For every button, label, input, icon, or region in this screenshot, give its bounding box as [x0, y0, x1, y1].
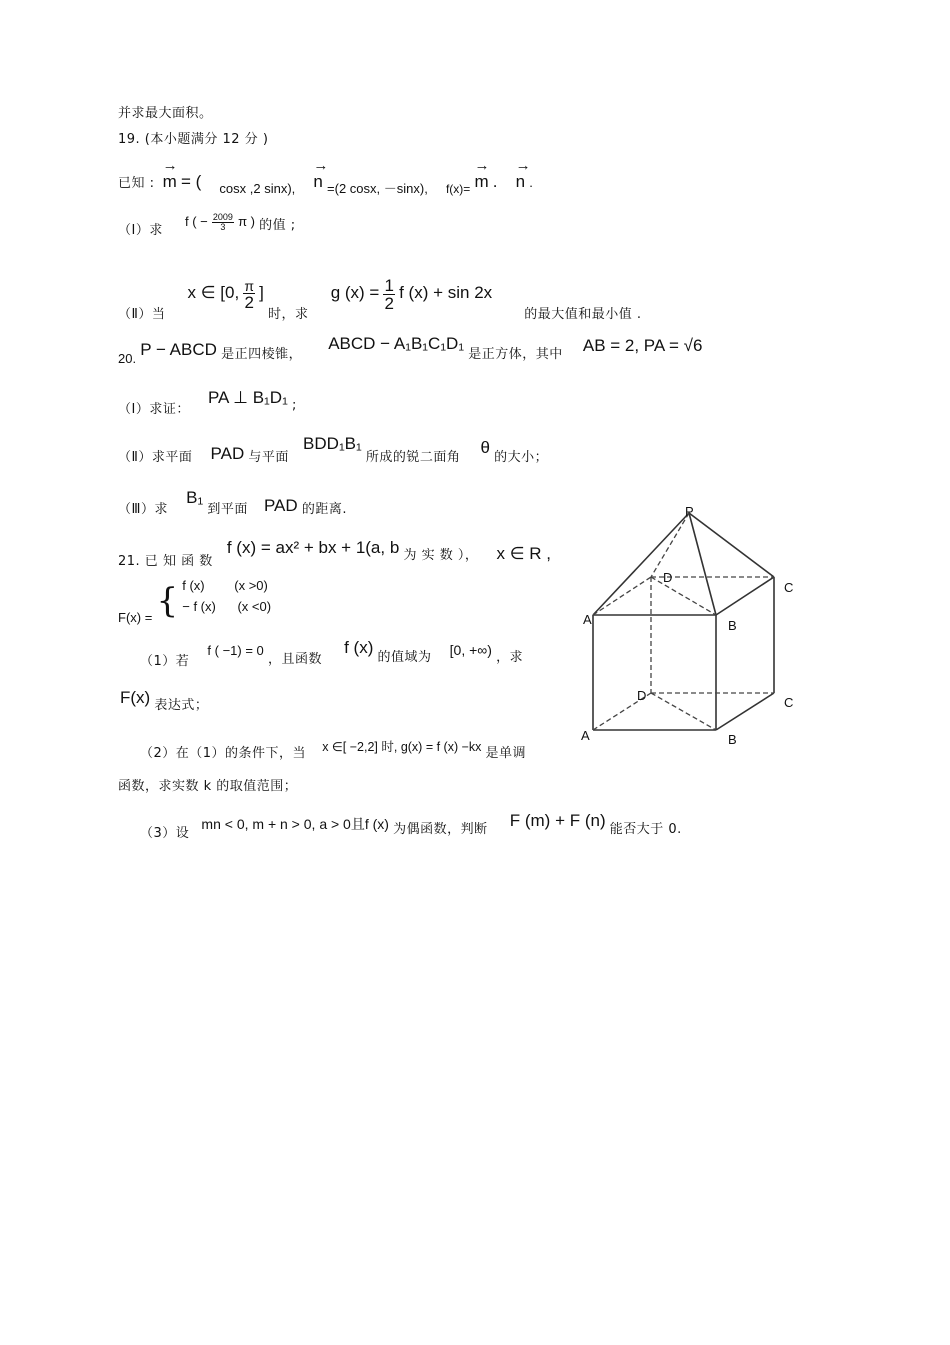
q20-p3-b1: B₁	[186, 488, 204, 507]
q21-p1-fx: f (x)	[344, 638, 374, 657]
label-A-bottom: A	[581, 728, 590, 743]
q20-cube: ABCD − A₁B₁C₁D₁	[328, 334, 465, 353]
q20-p3-pad: PAD	[263, 496, 298, 515]
case2-cond: (x <0)	[237, 598, 272, 614]
dot-vector-n: → n	[516, 172, 525, 192]
q21-p1-label: （1）若	[140, 654, 190, 669]
q21-f-def: f (x) = ax² + bx + 1(a, b	[226, 538, 400, 557]
q21-p1-tail2: 表达式；	[154, 698, 209, 713]
q20-p2-tail: 的大小；	[494, 450, 549, 465]
frac-den: 3	[220, 222, 226, 232]
vector-n: → n	[313, 172, 322, 192]
theta-symbol: θ	[480, 438, 491, 457]
q20-p3-to: 到平面	[207, 502, 248, 517]
frac-one: 1	[384, 276, 394, 295]
q19-p2-g: g (x) =	[330, 283, 380, 302]
q19-p1-f: f ( −	[184, 214, 208, 229]
q21-p1-F: F(x)	[120, 688, 151, 707]
edge-DB-hidden	[651, 577, 716, 615]
q20-p1-label: （Ⅰ）求证：	[118, 402, 190, 417]
label-P: P	[685, 504, 694, 519]
q19-f-def: f(x)=	[445, 182, 471, 196]
edge-PC	[689, 513, 774, 577]
frac-num: 2009	[212, 212, 233, 222]
q20-p2-label: （Ⅱ）求平面	[118, 450, 193, 465]
q19-p2-label: （Ⅱ）当	[118, 307, 166, 322]
label-A-top: A	[583, 612, 592, 627]
frac-two: 2	[244, 292, 254, 312]
q20-p2-pad: PAD	[210, 444, 245, 463]
fraction-pi-2	[243, 279, 255, 311]
q20-part1	[118, 388, 297, 417]
q19-m-eq: = (	[180, 172, 202, 191]
label-C-bottom: C	[784, 695, 794, 710]
q19-part1	[118, 212, 296, 238]
q20-intro	[118, 334, 703, 366]
q20-p2-plane: BDD₁B₁	[303, 434, 362, 453]
q21-f-real: 为 实 数 ），	[403, 548, 479, 563]
q20-is-cube: 是正方体，其中	[468, 347, 563, 362]
q19-p2-x: x ∈ [0,	[187, 283, 240, 302]
fraction-2009-3	[212, 213, 234, 232]
frac-pi: π	[244, 277, 255, 294]
q21-p1-range-label: 的值域为	[377, 650, 432, 665]
edge-PB	[689, 513, 716, 615]
q20-p2-mid: 所成的锐二面角	[365, 450, 461, 465]
q19-given	[118, 172, 533, 196]
q19-p1-label: （Ⅰ）求	[118, 223, 163, 238]
q21-part1	[140, 638, 524, 669]
label-B-bottom: B	[728, 732, 737, 747]
q20-pyramid: P − ABCD	[140, 340, 217, 359]
q20-condition: AB = 2, PA = √6	[582, 336, 703, 355]
q21-p2-cond: x ∈[ −2,2] 时, g(x) = f (x) −kx	[322, 740, 482, 754]
q19-p2-when: 时，求	[268, 307, 309, 322]
q21-p2-label: （2）在（1）的条件下，当	[140, 746, 307, 761]
q21-x-in-r: x ∈ R ,	[496, 544, 551, 563]
q21-p3-even: 为偶函数，判断	[393, 822, 488, 837]
q20-p3-label: （Ⅲ）求	[118, 502, 168, 517]
edge-PA	[593, 513, 689, 615]
q20-num: 20.	[118, 351, 137, 366]
q19-part2	[118, 263, 642, 322]
label-B-top: B	[728, 618, 737, 633]
q19-n-components: =(2 cosx, －sinx),	[327, 181, 428, 196]
q19-header: 19. (本小题满分 12 分 )	[118, 132, 269, 147]
q21-p3-tail: 能否大于 0.	[609, 822, 682, 837]
case1-f: f (x)	[182, 578, 205, 593]
frac-two-b: 2	[384, 294, 394, 313]
case2-f: − f (x)	[182, 598, 216, 614]
q21-part2	[140, 740, 527, 761]
q20-p1-expr: PA ⊥ B₁D₁	[207, 388, 288, 407]
q20-is-pyramid: 是正四棱锥，	[221, 347, 303, 362]
q19-given-label: 已知 :	[118, 176, 155, 191]
intro-text: 并求最大面积。	[118, 106, 213, 121]
dot-sep: .	[492, 172, 498, 191]
q19-p1-tail: 的值 ;	[259, 218, 296, 233]
q21-p3-expr: F (m) + F (n)	[509, 811, 606, 830]
q21-head: 21. 已 知 函 数	[118, 554, 213, 569]
edge-D1B1-hidden	[651, 693, 716, 730]
piecewise-F-label: F(x) =	[118, 610, 153, 625]
brace-icon: {	[156, 581, 179, 621]
label-C-top: C	[784, 580, 794, 595]
q20-part2	[118, 434, 549, 465]
edge-AD-hidden	[593, 577, 651, 615]
pyramid-cube-figure	[560, 500, 820, 760]
q20-p1-tail: ;	[291, 398, 297, 413]
q21-p2-tail: 是单调	[485, 746, 527, 761]
q21-p1-tail: ，求	[496, 650, 524, 665]
vector-m: → m	[163, 172, 177, 192]
q21-part1-cont	[120, 688, 209, 713]
q21-p3-cond: mn < 0, m + n > 0, a > 0且f (x)	[201, 816, 389, 832]
q21-p1-mid: ，且函数	[267, 652, 322, 667]
q19-p2-close: ]	[259, 283, 264, 302]
end-period: .	[529, 175, 533, 190]
case1-cond: (x >0)	[234, 578, 268, 593]
piecewise-cases	[182, 578, 271, 614]
q21-intro	[118, 538, 551, 569]
label-D-bottom: D	[637, 688, 647, 703]
q19-m-components: cosx ,2 sinx),	[219, 181, 296, 196]
q19-p2-rest: f (x) + sin 2x	[399, 283, 493, 302]
fraction-1-2	[383, 277, 394, 312]
q19-p1-pi: π )	[238, 214, 255, 229]
q21-piecewise	[118, 578, 272, 625]
edge-B1C1	[716, 693, 774, 730]
q21-p1-range: [0, +∞)	[449, 642, 492, 658]
q21-p1-cond: f ( −1) = 0	[207, 643, 264, 658]
q20-p2-with: 与平面	[248, 450, 289, 465]
label-D-top: D	[663, 570, 673, 585]
edge-PD-hidden	[651, 513, 689, 577]
q20-part3	[118, 488, 347, 517]
q20-p3-tail: 的距离.	[301, 502, 347, 517]
q19-p2-tail: 的最大值和最小值 .	[524, 307, 642, 322]
q21-part3	[140, 811, 682, 841]
q21-p2-line2: 函数，求实数 k 的取值范围；	[118, 779, 298, 794]
edge-BC-top	[716, 577, 774, 615]
dot-vector-m: → m	[474, 172, 488, 192]
q21-p3-label: （3）设	[140, 826, 190, 841]
